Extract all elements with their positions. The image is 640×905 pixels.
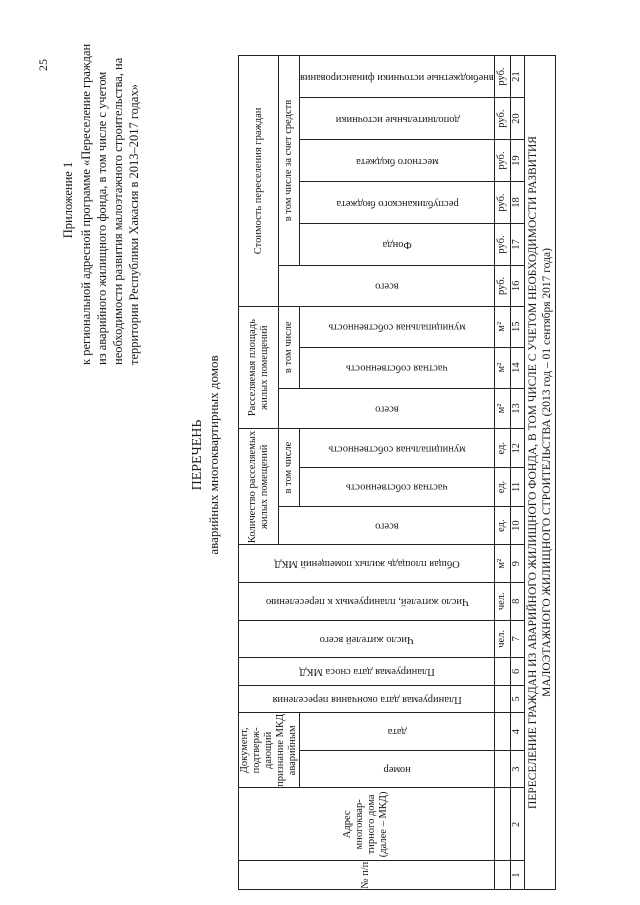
unit-cell: ед. — [494, 429, 510, 468]
col-header-area-including: в том числе — [279, 306, 300, 388]
unit-cell: м² — [494, 347, 510, 388]
unit-cell: ед. — [494, 468, 510, 507]
heading-subtitle: аварийных многоквартирных домов — [206, 355, 221, 555]
appendix-line: территории Республики Хакасия в 2013–2017 годах» — [127, 84, 141, 365]
col-header-local: местного бюджета — [300, 140, 495, 182]
col-header-cost: Стоимость переселения граждан — [239, 56, 279, 307]
unit-cell: руб. — [494, 56, 510, 98]
column-number: 3 — [510, 750, 524, 788]
document-heading — [190, 305, 222, 605]
unit-cell: руб. — [494, 182, 510, 224]
appendix-line: к региональной адресной программе «Переселение граждан — [79, 43, 93, 365]
units-row — [494, 56, 510, 890]
col-header-area-municipal: муниципальная собственность — [300, 306, 495, 347]
column-number: 8 — [510, 582, 524, 620]
page-number: 25 — [36, 59, 50, 71]
col-header-address: Адрес многоквар-тирного дома (далее – МКД) — [239, 788, 495, 861]
col-header-area: Расселяемая площадь жилых помещений — [239, 306, 279, 429]
col-header-count-municipal: муниципальная собственность — [300, 429, 495, 468]
col-header-unsecured: внебюджетные источники финансирования — [300, 56, 495, 98]
col-header-document: Документ, подтверж-дающий признание МКД аварийным — [239, 713, 298, 787]
appendix-line: необходимости развития малоэтажного строительства, на — [111, 57, 125, 365]
unit-cell — [494, 861, 510, 890]
column-number: 21 — [510, 56, 524, 98]
col-header-doc-number: номер — [300, 750, 495, 788]
unit-cell: чел. — [494, 620, 510, 658]
unit-cell: м² — [494, 388, 510, 429]
column-number: 11 — [510, 468, 524, 507]
column-number: 4 — [510, 713, 524, 751]
column-number: 9 — [510, 545, 524, 583]
col-header-area-private: частная собственность — [300, 347, 495, 388]
unit-cell — [494, 788, 510, 861]
col-header-count-private: частная собственность — [300, 468, 495, 507]
unit-cell — [494, 685, 510, 713]
column-number: 19 — [510, 140, 524, 182]
col-header-residents-total: Число жителей всего — [239, 620, 495, 658]
section-title-line: ПЕРЕСЕЛЕНИЕ ГРАЖДАН ИЗ АВАРИЙНОГО ЖИЛИЩНОГО ФОНДА, В ТОМ ЧИСЛЕ С УЧЕТОМ НЕОБХОДИМОСТИ РАЗВИТИЯ — [526, 136, 539, 809]
houses-table — [238, 55, 556, 890]
col-header-count-including: в том числе — [279, 429, 300, 506]
section-title — [524, 56, 555, 890]
col-header-fund: Фонда — [300, 224, 495, 266]
col-header-additional: дополнительные источники — [300, 98, 495, 140]
col-header-count-total: всего — [279, 506, 495, 545]
col-header-no: № п/п — [239, 861, 495, 890]
unit-cell: руб. — [494, 98, 510, 140]
col-header-count: Количество расселяемых жилых помещений — [239, 429, 279, 545]
col-header-cost-total: всего — [279, 265, 495, 306]
unit-cell: руб. — [494, 265, 510, 306]
section-title-line: МАЛОЭТАЖНОГО ЖИЛИЩНОГО СТРОИТЕЛЬСТВА (2013 год – 01 сентября 2017 года) — [540, 248, 553, 697]
col-header-doc-date: дата — [300, 713, 495, 751]
appendix-title: Приложение 1 — [61, 161, 75, 239]
column-numbers-row — [510, 56, 524, 890]
column-number: 18 — [510, 182, 524, 224]
column-number: 2 — [510, 788, 524, 861]
column-number: 20 — [510, 98, 524, 140]
col-header-plan-demolition: Планируемая дата сноса МКД — [239, 658, 495, 686]
col-header-area-total: всего — [279, 388, 495, 429]
heading-title: ПЕРЕЧЕНЬ — [190, 419, 205, 491]
unit-cell: руб. — [494, 140, 510, 182]
column-number: 7 — [510, 620, 524, 658]
col-header-cost-including: в том числе за счет средств — [279, 56, 300, 266]
column-number: 5 — [510, 685, 524, 713]
appendix-note — [60, 35, 142, 365]
unit-cell — [494, 713, 510, 751]
unit-cell: ед. — [494, 506, 510, 545]
col-header-plan-end: Планируемая дата окончания переселения — [239, 685, 495, 713]
unit-cell — [494, 658, 510, 686]
column-number: 10 — [510, 506, 524, 545]
column-number: 17 — [510, 224, 524, 266]
column-number: 14 — [510, 347, 524, 388]
column-number: 16 — [510, 265, 524, 306]
col-header-republic: республиканского бюджета — [300, 182, 495, 224]
col-header-residents-planned: Число жителей, планируемых к переселению — [239, 582, 495, 620]
column-number: 1 — [510, 861, 524, 890]
unit-cell: руб. — [494, 224, 510, 266]
column-number: 15 — [510, 306, 524, 347]
unit-cell: м² — [494, 545, 510, 583]
appendix-line: из аварийного жилищного фонда, в том числе с учетом — [95, 71, 109, 365]
unit-cell: чел. — [494, 582, 510, 620]
column-number: 12 — [510, 429, 524, 468]
unit-cell: м² — [494, 306, 510, 347]
section-row — [524, 56, 555, 890]
column-number: 13 — [510, 388, 524, 429]
col-header-total-area: Общая площадь жилых помещений МКД — [239, 545, 495, 583]
column-number: 6 — [510, 658, 524, 686]
unit-cell — [494, 750, 510, 788]
